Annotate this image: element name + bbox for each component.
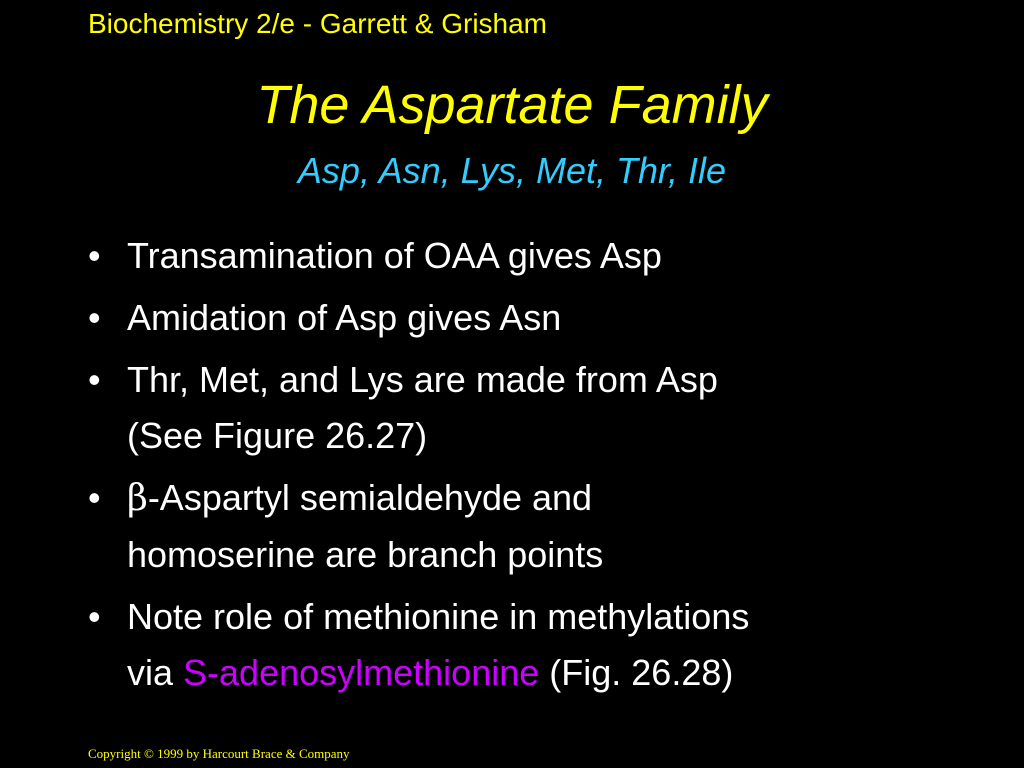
bullet-item: [88, 290, 988, 346]
copyright-notice: Copyright © 1999 by Harcourt Brace & Company: [88, 746, 350, 761]
bullet-marker: •: [88, 477, 101, 518]
bullet-text-line1: Thr, Met, and Lys are made from Asp: [127, 359, 718, 400]
bullet-item: [88, 470, 988, 583]
slide-subtitle: Asp, Asn, Lys, Met, Thr, Ile: [297, 150, 727, 191]
bullet-item: [88, 589, 988, 701]
bullet-text: Amidation of Asp gives Asn: [127, 297, 562, 338]
bullet-text-line1: -Aspartyl semialdehyde and: [147, 477, 593, 518]
bullet-text: Transamination of OAA gives Asp: [127, 235, 662, 276]
bullet-text-line2-post: (Fig. 26.28): [539, 652, 734, 693]
bullet-text-line1: Note role of methionine in methylations: [127, 596, 750, 637]
highlighted-term: S-adenosylmethionine: [183, 652, 540, 693]
bullet-text-line2: (See Figure 26.27): [127, 415, 428, 456]
bullet-item: [88, 352, 988, 464]
bullet-item: [88, 228, 988, 284]
bullet-marker: •: [88, 235, 101, 276]
bullet-list: [88, 228, 988, 707]
bullet-marker: •: [88, 359, 101, 400]
slide-title: The Aspartate Family: [256, 75, 768, 135]
bullet-marker: •: [88, 596, 101, 637]
book-header: Biochemistry 2/e - Garrett & Grisham: [88, 8, 548, 39]
bullet-text-line2: homoserine are branch points: [127, 534, 604, 575]
beta-symbol: β: [127, 478, 148, 519]
bullet-marker: •: [88, 297, 101, 338]
bullet-text-line2-pre: via: [127, 652, 184, 693]
